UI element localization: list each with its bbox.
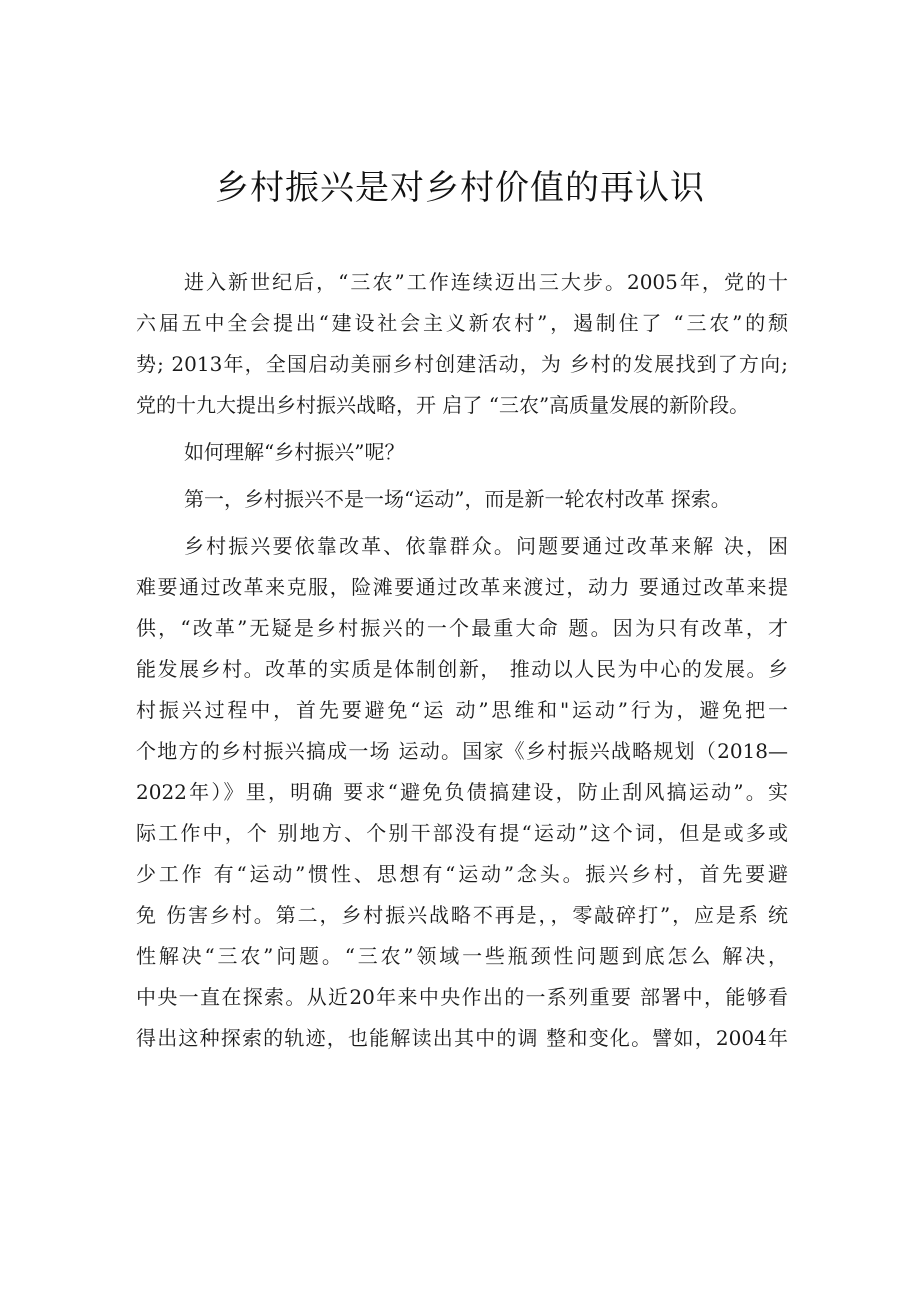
text-line: 进入新世纪后，“三农”工作连续迈出三大步。2005年，党的十 [184, 270, 788, 294]
text-line: 能发展乡村。改革的实质是体制创新， 推动以人民为中心的发展。乡 [136, 657, 788, 681]
text-line: 际工作中，个 别地方、个别干部没有提“运动”这个词，但是或多或 [136, 821, 788, 845]
text-line: 供，“改革”无疑是乡村振兴的一个最重大命 题。因为只有改革，才 [136, 616, 788, 640]
text-line: 个地方的乡村振兴搞成一场 运动。国家《乡村振兴战略规划（2018— [136, 739, 788, 763]
text-line: 党的十九大提出乡村振兴战略，开 启了 “三农”高质量发展的新阶段。 [136, 393, 750, 417]
text-line: 性解决“三农”问题。“三农”领域一些瓶颈性问题到底怎么 解决， [136, 944, 788, 968]
document-title: 乡村振兴是对乡村价值的再认识 [215, 168, 705, 208]
text-line: 2022年）》里，明确 要求“避免负债搞建设，防止刮风搞运动”。实 [136, 780, 788, 804]
text-line: 免 伤害乡村。第二，乡村振兴战略不再是，，零敲碎打”，应是系 统 [136, 903, 788, 927]
text-line: 如何理解“乡村振兴”呢？ [184, 440, 405, 464]
text-line: 得出这种探索的轨迹，也能解读出其中的调 整和变化。譬如，2004年 [136, 1026, 788, 1050]
text-line: 六届五中全会提出“建设社会主义新农村”，遏制住了 “三农”的颓 [136, 311, 788, 335]
text-line: 少工作 有“运动”惯性、思想有“运动”念头。振兴乡村，首先要避 [136, 862, 788, 886]
text-line: 村振兴过程中，首先要避免“运 动”思维和"运动”行为，避免把一 [136, 698, 788, 722]
text-line: 中央一直在探索。从近20年来中央作出的一系列重要 部署中，能够看 [136, 985, 788, 1009]
document-body [136, 262, 788, 1059]
text-line: 乡村振兴要依靠改革、依靠群众。问题要通过改革来解 决，困 [184, 534, 788, 558]
text-line: 第一，乡村振兴不是一场“运动”，而是新一轮农村改革 探索。 [184, 487, 731, 511]
text-line: 势; 2013年，全国启动美丽乡村创建活动，为 乡村的发展找到了方向; [136, 352, 788, 376]
text-line: 难要通过改革来克服，险滩要通过改革来渡过，动力 要通过改革来提 [136, 575, 788, 599]
